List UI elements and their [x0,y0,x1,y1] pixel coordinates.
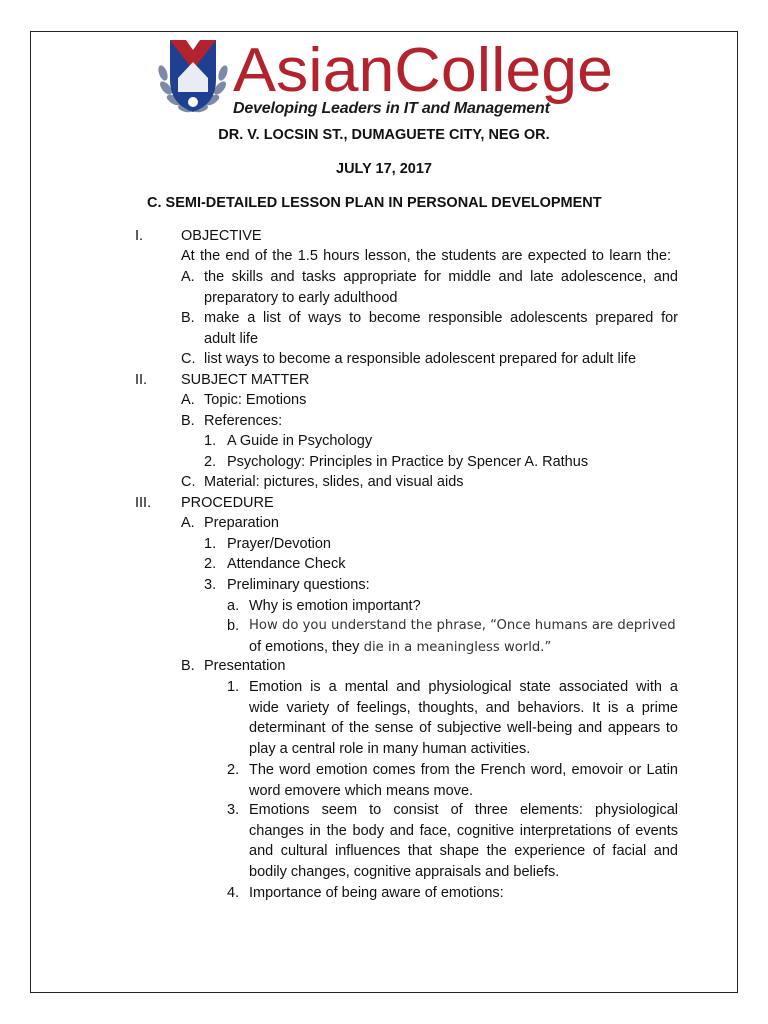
question-marker-a: a. [227,598,240,614]
objective-intro: At the end of the 1.5 hours lesson, the students are expected to learn the: [181,248,671,264]
presentation-item-4: Importance of being aware of emotions: [249,885,504,901]
logo-wordmark: Asian College [233,36,605,105]
shield-icon [170,40,216,112]
presentation-marker-2: 2. [227,762,240,778]
material: Material: pictures, slides, and visual aids [204,474,464,490]
question-b-line-2: of emotions, they die in a meaningless world.” [249,639,552,655]
section-heading-objective: OBJECTIVE [181,228,262,244]
topic: Topic: Emotions [204,392,307,408]
objective-marker-a: A. [181,269,195,285]
presentation-item-2: The word emotion comes from the French word, emovoir or Latin word emovere which means move. [249,762,678,799]
objective-item-b: make a list of ways to become responsible adolescents prepared for adult life [204,310,678,347]
prep-marker-1: 1. [204,536,217,552]
preparation-marker: A. [181,515,195,531]
objective-item-c: list ways to become a responsible adolescent prepared for adult life [204,351,637,367]
document-date: JULY 17, 2017 [336,161,432,177]
objective-item-a: the skills and tasks appropriate for middle and late adolescence, and preparatory to early adulthood [204,269,678,306]
section-numeral-objective: I. [135,228,144,244]
tagline: Developing Leaders in IT and Management [233,100,550,117]
section-numeral-subject-matter: II. [135,372,148,388]
reference-marker-1: 1. [204,433,217,449]
presentation-item-3: Emotions seem to consist of three elements: physiological changes in the body and face, cognitive interpretations of events and cultural influences that shape the experience of facial and bodily changes, cognitive appraisals and beliefs. [249,802,678,880]
prep-item-2: Attendance Check [227,556,346,572]
reference-item-1: A Guide in Psychology [227,433,373,449]
school-address: DR. V. LOCSIN ST., DUMAGUETE CITY, NEG OR. [218,127,550,143]
presentation-heading: Presentation [204,658,286,674]
question-a: Why is emotion important? [249,598,421,614]
document-title: C. SEMI-DETAILED LESSON PLAN IN PERSONAL DEVELOPMENT [147,195,602,211]
section-heading-subject-matter: SUBJECT MATTER [181,372,310,388]
references-marker: B. [181,413,195,429]
reference-item-2: Psychology: Principles in Practice by Spencer A. Rathus [227,454,589,470]
prep-marker-2: 2. [204,556,217,572]
reference-marker-2: 2. [204,454,217,470]
objective-marker-c: C. [181,351,196,367]
presentation-marker: B. [181,658,195,674]
presentation-marker-4: 4. [227,885,240,901]
prep-item-1: Prayer/Devotion [227,536,331,552]
document-header [0,0,768,125]
topic-marker: A. [181,392,195,408]
presentation-marker-3: 3. [227,802,240,818]
section-heading-procedure: PROCEDURE [181,495,274,511]
presentation-item-1: Emotion is a mental and physiological state associated with a wide variety of feelings, thoughts, and behaviors. It is a prime determinant of the sense of subjective well-being and appears to play a central role in many human activities. [249,679,678,757]
objective-marker-b: B. [181,310,195,326]
preparation-heading: Preparation [204,515,279,531]
presentation-marker-1: 1. [227,679,240,695]
prep-marker-3: 3. [204,577,217,593]
references-heading: References: [204,413,283,429]
question-marker-b: b. [227,618,240,634]
question-b-line-1: How do you understand the phrase, “Once humans are deprived [249,618,676,633]
section-numeral-procedure: III. [135,495,152,511]
prep-item-3: Preliminary questions: [227,577,370,593]
material-marker: C. [181,474,196,490]
